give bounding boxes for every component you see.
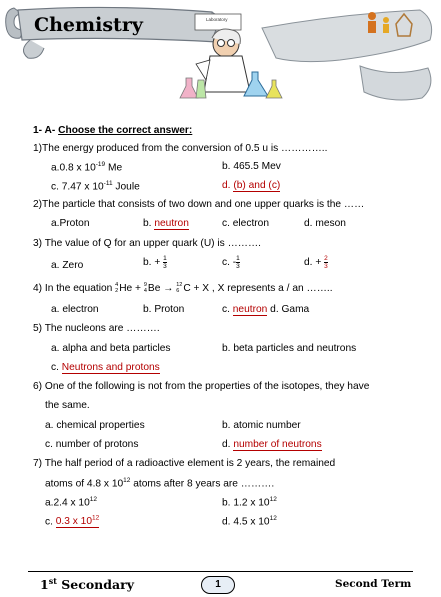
q2-option-b: b. neutron xyxy=(143,218,189,229)
banner-title: Chemistry xyxy=(34,14,143,36)
q7-option-a: a.2.4 x $10^{12}$ xyxy=(45,496,97,509)
q6-answer: number of neutrons xyxy=(233,439,322,450)
q4-option-b: b. Proton xyxy=(143,304,185,315)
q3-option-d: d. + $\frac{2}{3}$ xyxy=(304,255,328,270)
q3-stem: 3) The value of Q for an upper quark (U) is ………. xyxy=(33,238,261,249)
q4-option-a: a. electron xyxy=(51,304,99,315)
q3-option-c: c. - $\frac{1}{3}$ xyxy=(222,255,240,270)
q1-option-d: d. (b) and (c) xyxy=(222,180,281,191)
q2-stem: 2)The particle that consists of two down and one upper quarks is the …… xyxy=(33,199,365,210)
footer-grade: 1st Secondary xyxy=(40,576,134,593)
q7-answer: 0.3 x $10^{12}$ xyxy=(55,515,100,528)
q5-answer: Neutrons and protons xyxy=(61,362,160,373)
chemistry-banner xyxy=(0,0,441,110)
q6-stem: 6) One of the following is not from the properties of the isotopes, they have xyxy=(33,381,370,392)
q2-option-d: d. meson xyxy=(304,218,346,229)
q7-option-c: c. 0.3 x $10^{12}$ xyxy=(45,515,100,528)
q3-option-a: a. Zero xyxy=(51,260,84,271)
section-number: 1- A- xyxy=(33,125,56,136)
q1-option-a: a.0.8 x $10^{-19}$ Me xyxy=(51,161,123,174)
q2-option-c: c. electron xyxy=(222,218,269,229)
q4-answer: neutron xyxy=(232,304,268,315)
q7-stem-cont: atoms of 4.8 x $10^{12}$ atoms after 8 years are ………. xyxy=(45,477,275,490)
page-number: 1 xyxy=(201,576,235,594)
lab-sign: Laboratory xyxy=(206,17,228,22)
q4-stem: 4) In the equation 4 2 He + 9 4 Be → 12 6 C + X , X represents a / an …….. xyxy=(33,282,333,295)
q6-option-c: c. number of protons xyxy=(45,439,139,450)
q5-option-b: b. beta particles and neutrons xyxy=(222,343,357,354)
q4-option-d: d. Gama xyxy=(267,304,310,315)
q2-option-a: a.Proton xyxy=(51,218,90,229)
q1-stem: 1)The energy produced from the conversion of 0.5 u is ………….. xyxy=(33,143,328,154)
q7-stem: 7) The half period of a radioactive element is 2 years, the remained xyxy=(33,458,336,469)
q6-stem-cont: the same. xyxy=(45,400,90,411)
q5-option-c: c. Neutrons and protons xyxy=(51,362,160,373)
q6-option-a: a. chemical properties xyxy=(45,420,145,431)
q7-option-d: d. 4.5 x $10^{12}$ xyxy=(222,515,277,528)
q1-option-c: c. 7.47 x $10^{-11}$ Joule xyxy=(51,180,140,193)
q1-option-b: b. 465.5 Mev xyxy=(222,161,281,172)
section-heading xyxy=(33,125,192,136)
q7-option-b: b. 1.2 x $10^{12}$ xyxy=(222,496,277,509)
footer-term: Second Term xyxy=(335,578,412,590)
q5-option-a: a. alpha and beta particles xyxy=(51,343,171,354)
q3-option-b: b. + $\frac{1}{3}$ xyxy=(143,255,167,270)
q2-answer: neutron xyxy=(154,218,189,229)
section-instruction: Choose the correct answer: xyxy=(58,125,193,136)
q6-option-b: b. atomic number xyxy=(222,420,301,431)
q4-option-c: c. neutron d. Gama xyxy=(222,304,310,315)
footer-divider xyxy=(28,571,413,572)
q5-stem: 5) The nucleons are ………. xyxy=(33,323,160,334)
q1-answer: (b) and (c) xyxy=(233,180,281,191)
q6-option-d: d. number of neutrons xyxy=(222,439,322,450)
